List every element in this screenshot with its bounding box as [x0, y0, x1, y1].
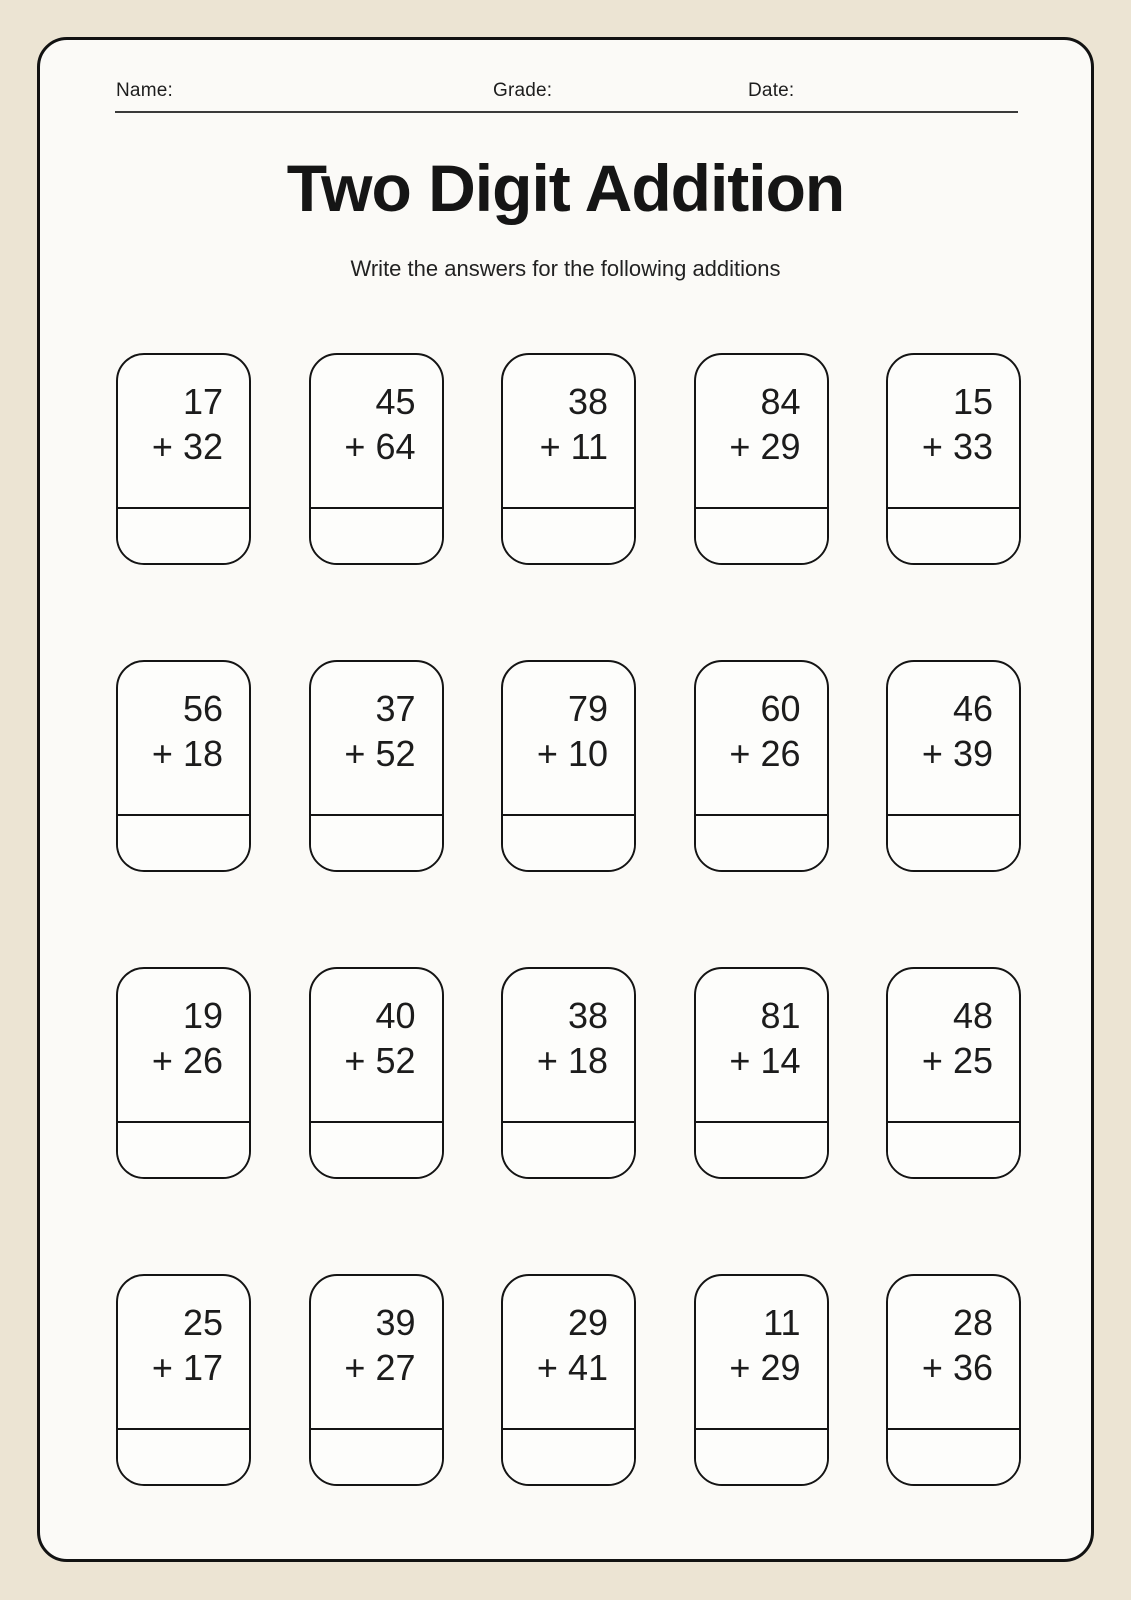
- problem-operands: [888, 662, 1019, 816]
- problem-card: [694, 1274, 829, 1486]
- addend-top: 84: [760, 381, 801, 422]
- problem-operands: [888, 355, 1019, 509]
- addend-bottom: + 29: [729, 1347, 801, 1388]
- problem-operands: [311, 969, 442, 1123]
- answer-box[interactable]: [118, 816, 249, 870]
- addend-top: 60: [760, 688, 801, 729]
- addend-bottom: + 25: [921, 1040, 993, 1081]
- problem-operands: [696, 1276, 827, 1430]
- date-label: Date:: [748, 80, 795, 101]
- addend-bottom: + 29: [729, 426, 801, 467]
- answer-box[interactable]: [888, 816, 1019, 870]
- addend-top: 28: [952, 1302, 993, 1343]
- problem-card: [694, 353, 829, 565]
- problems-grid: [116, 353, 1021, 1486]
- answer-box[interactable]: [696, 1123, 827, 1177]
- answer-box[interactable]: [118, 1430, 249, 1484]
- problem-card: [116, 353, 251, 565]
- addend-bottom: + 11: [539, 426, 608, 467]
- grade-label: Grade:: [493, 80, 553, 101]
- addend-top: 38: [567, 995, 608, 1036]
- problem-operands: [311, 355, 442, 509]
- answer-box[interactable]: [503, 1430, 634, 1484]
- addend-top: 25: [182, 1302, 223, 1343]
- problem-card: [886, 660, 1021, 872]
- answer-box[interactable]: [888, 509, 1019, 563]
- addend-top: 29: [567, 1302, 608, 1343]
- answer-box[interactable]: [311, 1430, 442, 1484]
- addend-top: 48: [952, 995, 993, 1036]
- addend-bottom: + 32: [151, 426, 223, 467]
- problem-operands: [503, 355, 634, 509]
- problem-operands: [503, 662, 634, 816]
- answer-box[interactable]: [503, 816, 634, 870]
- problem-operands: [311, 1276, 442, 1430]
- addend-top: 19: [182, 995, 223, 1036]
- addend-top: 81: [760, 995, 801, 1036]
- problem-card: [309, 1274, 444, 1486]
- problem-operands: [118, 662, 249, 816]
- addend-bottom: + 10: [536, 733, 608, 774]
- answer-box[interactable]: [503, 1123, 634, 1177]
- answer-box[interactable]: [311, 816, 442, 870]
- addend-top: 46: [952, 688, 993, 729]
- addend-top: 79: [567, 688, 608, 729]
- problem-card: [501, 353, 636, 565]
- problem-operands: [888, 1276, 1019, 1430]
- problem-card: [309, 660, 444, 872]
- answer-box[interactable]: [696, 509, 827, 563]
- problem-card: [116, 967, 251, 1179]
- answer-box[interactable]: [503, 509, 634, 563]
- worksheet-page: [37, 37, 1094, 1562]
- addend-top: 37: [375, 688, 416, 729]
- problem-operands: [696, 969, 827, 1123]
- problem-card: [501, 967, 636, 1179]
- header-writing-line[interactable]: [115, 111, 1018, 113]
- answer-box[interactable]: [696, 816, 827, 870]
- problem-operands: [311, 662, 442, 816]
- addend-bottom: + 17: [151, 1347, 223, 1388]
- addend-bottom: + 26: [729, 733, 801, 774]
- problem-operands: [503, 1276, 634, 1430]
- problem-operands: [888, 969, 1019, 1123]
- addend-bottom: + 41: [536, 1347, 608, 1388]
- problem-operands: [118, 355, 249, 509]
- answer-box[interactable]: [311, 1123, 442, 1177]
- answer-box[interactable]: [118, 1123, 249, 1177]
- answer-box[interactable]: [311, 509, 442, 563]
- addend-bottom: + 36: [921, 1347, 993, 1388]
- addend-top: 15: [952, 381, 993, 422]
- addend-bottom: + 33: [921, 426, 993, 467]
- addend-bottom: + 26: [151, 1040, 223, 1081]
- addend-top: 39: [375, 1302, 416, 1343]
- addend-bottom: + 64: [344, 426, 416, 467]
- problem-card: [886, 967, 1021, 1179]
- problem-card: [116, 1274, 251, 1486]
- problem-operands: [503, 969, 634, 1123]
- problem-card: [309, 967, 444, 1179]
- problem-card: [309, 353, 444, 565]
- addend-top: 45: [375, 381, 416, 422]
- addend-bottom: + 14: [729, 1040, 801, 1081]
- page-subtitle: Write the answers for the following additions: [350, 256, 781, 281]
- problem-card: [886, 1274, 1021, 1486]
- problem-card: [694, 660, 829, 872]
- addend-top: 17: [182, 381, 223, 422]
- addend-top: 38: [567, 381, 608, 422]
- problem-operands: [118, 969, 249, 1123]
- addend-top: 56: [182, 688, 223, 729]
- problem-card: [694, 967, 829, 1179]
- addend-bottom: + 18: [151, 733, 223, 774]
- problem-card: [501, 660, 636, 872]
- addend-bottom: + 52: [344, 733, 416, 774]
- problem-operands: [696, 662, 827, 816]
- problem-operands: [118, 1276, 249, 1430]
- answer-box[interactable]: [696, 1430, 827, 1484]
- addend-top: 11: [763, 1302, 801, 1343]
- addend-bottom: + 39: [921, 733, 993, 774]
- addend-bottom: + 18: [536, 1040, 608, 1081]
- addend-bottom: + 52: [344, 1040, 416, 1081]
- addend-top: 40: [375, 995, 416, 1036]
- problem-card: [501, 1274, 636, 1486]
- answer-box[interactable]: [118, 509, 249, 563]
- answer-box[interactable]: [888, 1430, 1019, 1484]
- addend-bottom: + 27: [344, 1347, 416, 1388]
- problem-operands: [696, 355, 827, 509]
- name-label: Name:: [116, 80, 173, 101]
- problem-card: [116, 660, 251, 872]
- page-title: Two Digit Addition: [286, 151, 845, 225]
- answer-box[interactable]: [888, 1123, 1019, 1177]
- problem-card: [886, 353, 1021, 565]
